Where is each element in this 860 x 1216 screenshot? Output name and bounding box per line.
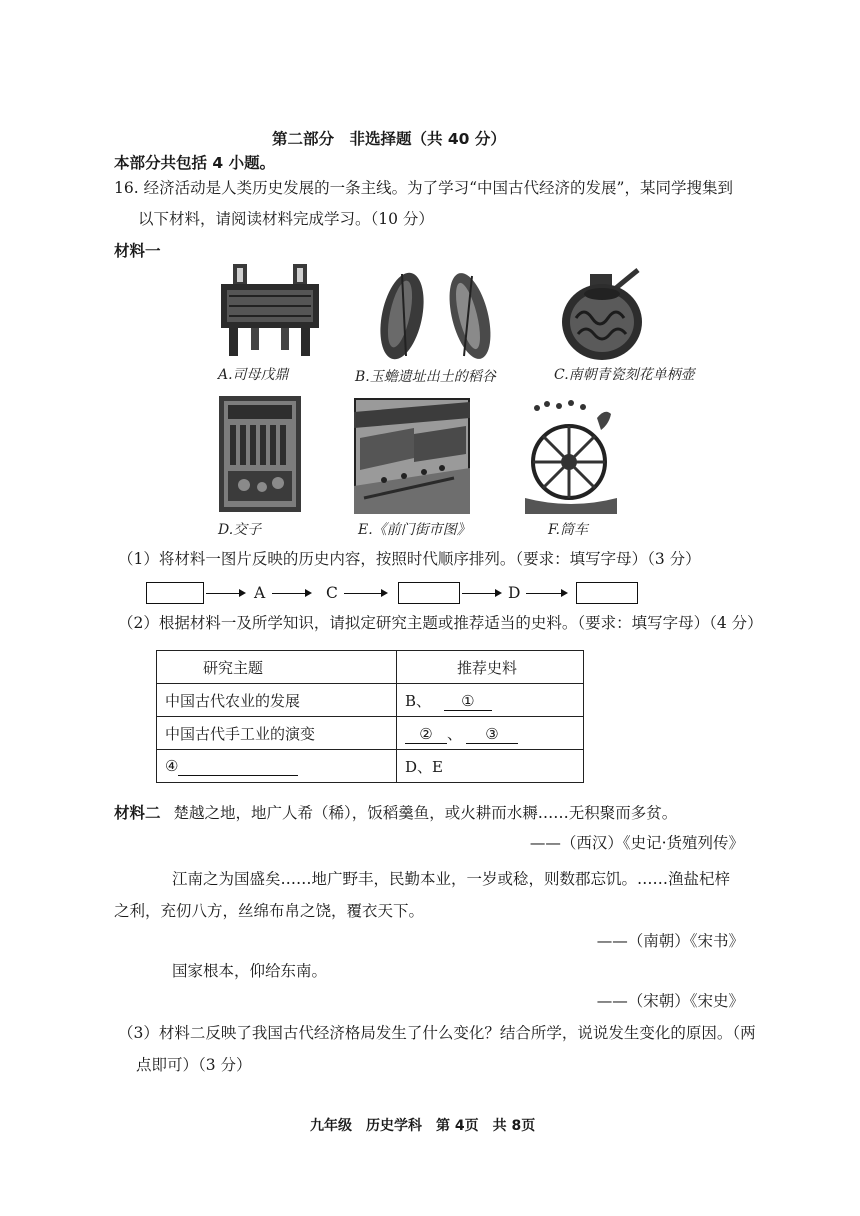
table-cell <box>397 684 584 717</box>
sequence-a: A <box>254 584 266 602</box>
caption-e: E.《前门街市图》 <box>358 522 471 538</box>
material1-label: 材料一 <box>114 242 161 260</box>
arrow-icon <box>462 593 500 594</box>
sequence-blank-2[interactable] <box>398 582 460 604</box>
question-stem-text: 经济活动是人类历史发展的一条主线。为了学习“中国古代经济的发展”，某同学搜集到 <box>143 179 733 197</box>
quote-2-line2: 之利，充仞八方，丝绵布帛之饶，覆衣天下。 <box>114 902 425 920</box>
blank-3[interactable]: ③ <box>466 725 518 744</box>
table-row <box>157 717 584 750</box>
table-header: 推荐史料 <box>397 651 584 684</box>
q3-line1: （3）材料二反映了我国古代经济格局发生了什么变化？结合所学，说说发生变化的原因。（两 <box>118 1024 756 1042</box>
question-stem-line2: 以下材料，请阅读材料完成学习。（10 分） <box>138 210 434 228</box>
q1-text: （1）将材料一图片反映的历史内容，按照时代顺序排列。（要求：填写字母）（3 分） <box>118 550 701 568</box>
question-number: 16. <box>114 179 139 197</box>
source-2: ——（南朝）《宋书》 <box>596 932 744 950</box>
page-footer: 九年级 历史学科 第 4页 共 8页 <box>310 1118 536 1134</box>
quote-1: 楚越之地，地广人希（稀），饭稻羹鱼，或火耕而水耨……无积聚而多贫。 <box>173 804 678 822</box>
caption-d: D.交子 <box>218 522 262 538</box>
table-cell-text: B、 <box>405 691 432 710</box>
section-title: 第二部分 非选择题（共 40 分） <box>272 130 506 148</box>
rice-grain-icon <box>372 268 504 364</box>
waterwheel-icon <box>525 398 617 514</box>
caption-c: C.南朝青瓷刻花单柄壶 <box>554 367 695 383</box>
table-row <box>157 684 584 717</box>
arrow-icon <box>272 593 310 594</box>
arrow-icon <box>206 593 244 594</box>
caption-f: F.筒车 <box>548 522 588 538</box>
table-header-row <box>157 651 584 684</box>
q2-text: （2）根据材料一及所学知识，请拟定研究主题或推荐适当的史料。（要求：填写字母）（4 分） <box>118 614 763 632</box>
q3-line2: 点即可）（3 分） <box>136 1056 252 1074</box>
quote-3: 国家根本，仰给东南。 <box>172 962 328 980</box>
sequence-blank-1[interactable] <box>146 582 204 604</box>
arrow-icon <box>344 593 386 594</box>
sequence-blank-3[interactable] <box>576 582 638 604</box>
table-cell: 中国古代手工业的演变 <box>157 717 397 750</box>
caption-a: A.司母戊鼎 <box>218 367 289 383</box>
research-table <box>156 650 584 783</box>
blank-2[interactable]: ② <box>405 725 447 744</box>
table-cell <box>157 750 397 783</box>
material2-line1 <box>114 802 677 824</box>
sequence-d: D <box>508 584 521 602</box>
jiaozi-banknote-icon <box>218 395 302 513</box>
blank-4[interactable] <box>178 757 298 776</box>
table-header: 研究主题 <box>157 651 397 684</box>
source-3: ——（宋朝）《宋史》 <box>596 992 744 1010</box>
section-note: 本部分共包括 4 小题。 <box>114 154 276 172</box>
table-cell-text: 、 <box>447 724 463 743</box>
celadon-pot-icon <box>556 268 648 364</box>
blank-4-marker: ④ <box>165 756 179 775</box>
caption-b: B.玉蟾遗址出土的稻谷 <box>355 369 496 385</box>
table-cell: 中国古代农业的发展 <box>157 684 397 717</box>
source-1: ——（西汉）《史记·货殖列传》 <box>529 834 744 852</box>
arrow-icon <box>526 593 566 594</box>
quote-2-line1: 江南之为国盛矣……地广野丰，民勤本业，一岁或稔，则数郡忘饥。……渔盐杞梓 <box>172 870 731 888</box>
bronze-ding-icon <box>215 262 325 358</box>
material2-label: 材料二 <box>114 804 161 822</box>
table-row <box>157 750 584 783</box>
question-stem-line1 <box>114 177 733 199</box>
sequence-c: C <box>326 584 338 602</box>
table-cell: D、E <box>397 750 584 783</box>
street-market-painting-icon <box>354 398 470 514</box>
blank-1[interactable]: ① <box>444 692 492 711</box>
table-cell <box>397 717 584 750</box>
